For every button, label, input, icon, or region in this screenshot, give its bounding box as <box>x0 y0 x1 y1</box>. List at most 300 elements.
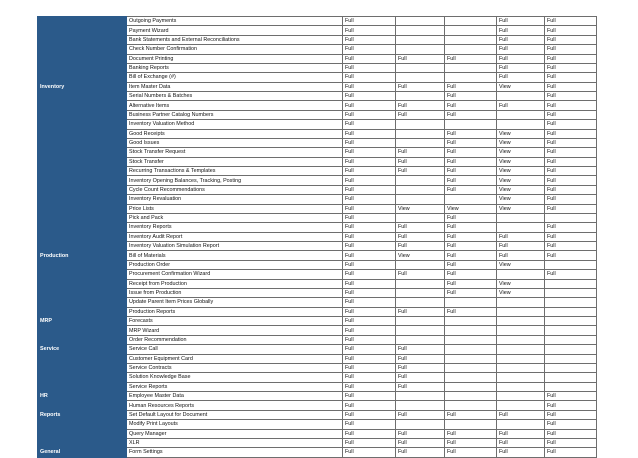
permission-cell <box>396 288 445 297</box>
permission-cell: Full <box>445 260 497 269</box>
permission-cell: Full <box>545 242 597 251</box>
feature-cell: Document Printing <box>127 54 343 63</box>
permission-cell: Full <box>545 185 597 194</box>
permission-cell: Full <box>445 232 497 241</box>
feature-cell: Query Manager <box>127 429 343 438</box>
permission-cell <box>497 363 545 372</box>
permission-cell: Full <box>396 110 445 119</box>
module-cell <box>38 101 127 110</box>
table-row <box>38 401 597 410</box>
module-cell: General <box>38 448 127 457</box>
permission-cell <box>545 317 597 326</box>
module-cell <box>38 354 127 363</box>
permission-cell: Full <box>396 101 445 110</box>
permission-cell: Full <box>343 345 396 354</box>
permission-cell: Full <box>396 382 445 391</box>
permission-cell <box>545 373 597 382</box>
permission-cell: Full <box>545 45 597 54</box>
permission-cell: Full <box>343 232 396 241</box>
permission-cell: Full <box>396 242 445 251</box>
permission-cell <box>497 317 545 326</box>
permission-cell: Full <box>545 410 597 419</box>
permission-cell: Full <box>445 429 497 438</box>
permission-cell: Full <box>497 410 545 419</box>
module-cell <box>38 363 127 372</box>
permission-cell: Full <box>545 138 597 147</box>
permission-cell <box>396 335 445 344</box>
permission-cell: Full <box>343 92 396 101</box>
permission-cell: Full <box>545 176 597 185</box>
feature-cell: Inventory Valuation Simulation Report <box>127 242 343 251</box>
permission-cell: Full <box>545 223 597 232</box>
permission-cell: Full <box>545 251 597 260</box>
feature-cell: Employee Master Data <box>127 392 343 401</box>
permission-cell: Full <box>497 232 545 241</box>
feature-cell: Inventory Valuation Method <box>127 120 343 129</box>
permission-cell <box>445 382 497 391</box>
permission-cell: View <box>497 129 545 138</box>
permission-cell <box>396 35 445 44</box>
permission-cell: Full <box>396 354 445 363</box>
feature-cell: Payment Wizard <box>127 26 343 35</box>
module-cell <box>38 45 127 54</box>
module-cell: Production <box>38 251 127 260</box>
permission-cell <box>396 317 445 326</box>
feature-cell: Set Default Layout for Document <box>127 410 343 419</box>
permission-cell <box>497 382 545 391</box>
permission-cell <box>445 35 497 44</box>
permission-cell: Full <box>396 345 445 354</box>
permission-cell: View <box>497 148 545 157</box>
module-cell <box>38 420 127 429</box>
permission-cell <box>445 63 497 72</box>
permission-cell <box>545 260 597 269</box>
table-row <box>38 185 597 194</box>
permission-cell: Full <box>343 185 396 194</box>
permission-cell: Full <box>343 420 396 429</box>
module-cell <box>38 176 127 185</box>
permission-cell: Full <box>343 288 396 297</box>
permission-cell: Full <box>396 223 445 232</box>
feature-cell: Forecasts <box>127 317 343 326</box>
table-row <box>38 363 597 372</box>
permission-cell <box>396 92 445 101</box>
table-row <box>38 232 597 241</box>
permission-cell <box>396 120 445 129</box>
permission-cell: Full <box>343 167 396 176</box>
feature-cell: Recurring Transactions & Templates <box>127 167 343 176</box>
table-row <box>38 354 597 363</box>
permission-cell: Full <box>343 326 396 335</box>
permission-cell <box>445 195 497 204</box>
permission-cell: Full <box>445 251 497 260</box>
permission-cell <box>545 213 597 222</box>
permission-cell: Full <box>497 448 545 457</box>
permission-cell <box>545 279 597 288</box>
table-row <box>38 157 597 166</box>
feature-cell: Bank Statements and External Reconciliations <box>127 35 343 44</box>
permission-cell: Full <box>445 213 497 222</box>
permission-cell: Full <box>343 392 396 401</box>
table-row <box>38 17 597 26</box>
table-row <box>38 382 597 391</box>
permission-cell: Full <box>343 54 396 63</box>
permission-cell <box>396 73 445 82</box>
permission-cell: Full <box>396 373 445 382</box>
permission-cell <box>497 401 545 410</box>
permission-cell <box>445 120 497 129</box>
table-row <box>38 138 597 147</box>
permission-cell: Full <box>343 101 396 110</box>
permission-cell <box>396 420 445 429</box>
permission-cell: View <box>497 138 545 147</box>
permission-cell: View <box>445 204 497 213</box>
permission-cell: Full <box>497 63 545 72</box>
permission-cell: Full <box>396 429 445 438</box>
permission-cell: Full <box>497 17 545 26</box>
permission-cell: Full <box>497 73 545 82</box>
permission-cell: Full <box>343 242 396 251</box>
permission-cell: Full <box>343 270 396 279</box>
permission-cell: Full <box>343 138 396 147</box>
module-cell <box>38 288 127 297</box>
feature-cell: Good Receipts <box>127 129 343 138</box>
permission-cell: Full <box>343 401 396 410</box>
feature-cell: Form Settings <box>127 448 343 457</box>
permission-cell: Full <box>545 110 597 119</box>
permission-cell <box>445 326 497 335</box>
feature-cell: Outgoing Payments <box>127 17 343 26</box>
feature-cell: Inventory Opening Balances, Tracking, Posting <box>127 176 343 185</box>
permission-cell: Full <box>343 307 396 316</box>
permission-cell <box>396 401 445 410</box>
permission-cell: Full <box>343 410 396 419</box>
permission-cell: Full <box>343 448 396 457</box>
module-cell <box>38 401 127 410</box>
permission-cell: Full <box>343 204 396 213</box>
permission-cell <box>545 354 597 363</box>
permission-cell: Full <box>445 92 497 101</box>
module-cell <box>38 92 127 101</box>
feature-cell: Update Parent Item Prices Globally <box>127 298 343 307</box>
table-row <box>38 251 597 260</box>
permission-cell: Full <box>396 232 445 241</box>
permission-cell <box>497 213 545 222</box>
permission-cell <box>396 63 445 72</box>
permission-cell <box>396 185 445 194</box>
table-row <box>38 54 597 63</box>
permission-cell <box>545 307 597 316</box>
permission-cell: Full <box>343 429 396 438</box>
permission-cell <box>497 326 545 335</box>
permission-cell: Full <box>545 167 597 176</box>
permission-cell <box>545 363 597 372</box>
module-cell <box>38 298 127 307</box>
permission-cell: Full <box>343 45 396 54</box>
permission-cell: Full <box>396 448 445 457</box>
module-cell <box>38 195 127 204</box>
feature-cell: Human Resources Reports <box>127 401 343 410</box>
permission-cell <box>497 354 545 363</box>
permission-cell <box>396 213 445 222</box>
permission-cell <box>545 345 597 354</box>
module-cell <box>38 157 127 166</box>
permission-cell: Full <box>545 92 597 101</box>
permission-cell: Full <box>445 307 497 316</box>
permission-cell <box>445 363 497 372</box>
module-cell <box>38 17 127 26</box>
module-cell <box>38 129 127 138</box>
permission-cell: Full <box>545 73 597 82</box>
module-cell <box>38 429 127 438</box>
permission-cell: Full <box>343 317 396 326</box>
permission-cell: View <box>497 176 545 185</box>
permission-cell: Full <box>343 110 396 119</box>
feature-cell: Business Partner Catalog Numbers <box>127 110 343 119</box>
permission-cell: Full <box>445 288 497 297</box>
permission-cell: Full <box>343 223 396 232</box>
table-row <box>38 129 597 138</box>
permission-cell: Full <box>343 279 396 288</box>
feature-cell: Receipt from Production <box>127 279 343 288</box>
permission-cell: Full <box>343 260 396 269</box>
table-row <box>38 73 597 82</box>
feature-cell: XLR <box>127 438 343 447</box>
permission-cell <box>445 17 497 26</box>
permission-cell <box>445 392 497 401</box>
permission-cell: Full <box>497 251 545 260</box>
feature-cell: Production Reports <box>127 307 343 316</box>
permission-cell <box>545 288 597 297</box>
feature-cell: Stock Transfer Request <box>127 148 343 157</box>
module-cell <box>38 270 127 279</box>
permission-cell: Full <box>545 157 597 166</box>
permission-cell: Full <box>497 429 545 438</box>
permission-cell <box>396 129 445 138</box>
permission-cell <box>396 260 445 269</box>
module-cell <box>38 307 127 316</box>
permission-cell <box>445 420 497 429</box>
table-row <box>38 167 597 176</box>
permission-cell <box>497 298 545 307</box>
feature-cell: Check Number Confirmation <box>127 45 343 54</box>
permission-cell <box>497 223 545 232</box>
table-row <box>38 176 597 185</box>
permission-cell: Full <box>445 438 497 447</box>
feature-cell: Production Order <box>127 260 343 269</box>
feature-cell: Procurement Confirmation Wizard <box>127 270 343 279</box>
permission-cell: Full <box>445 101 497 110</box>
permission-cell: Full <box>445 82 497 91</box>
module-cell <box>38 63 127 72</box>
permission-cell <box>445 335 497 344</box>
permission-cell: Full <box>343 82 396 91</box>
permission-cell: Full <box>396 438 445 447</box>
module-cell <box>38 204 127 213</box>
module-cell <box>38 232 127 241</box>
permission-cell: Full <box>545 195 597 204</box>
module-cell <box>38 54 127 63</box>
table-row <box>38 35 597 44</box>
permission-cell: Full <box>396 148 445 157</box>
permission-cell: Full <box>396 363 445 372</box>
feature-cell: Modify Print Layouts <box>127 420 343 429</box>
permission-cell <box>497 345 545 354</box>
table-row <box>38 288 597 297</box>
feature-cell: Price Lists <box>127 204 343 213</box>
feature-cell: Issue from Production <box>127 288 343 297</box>
permission-cell: Full <box>497 54 545 63</box>
feature-cell: Good Issues <box>127 138 343 147</box>
permission-cell: Full <box>545 26 597 35</box>
permission-cell: Full <box>497 45 545 54</box>
permission-cell: Full <box>545 270 597 279</box>
permission-cell: Full <box>396 410 445 419</box>
feature-cell: Alternative Items <box>127 101 343 110</box>
permission-cell <box>545 326 597 335</box>
permission-cell: Full <box>445 157 497 166</box>
permission-cell <box>396 298 445 307</box>
permission-cell: Full <box>545 448 597 457</box>
permission-cell: Full <box>445 176 497 185</box>
permission-cell <box>445 345 497 354</box>
module-cell <box>38 148 127 157</box>
module-cell <box>38 326 127 335</box>
table-row <box>38 298 597 307</box>
permission-cell: Full <box>343 120 396 129</box>
feature-cell: Order Recommendation <box>127 335 343 344</box>
permission-cell: Full <box>396 307 445 316</box>
module-cell: Reports <box>38 410 127 419</box>
permission-cell: Full <box>445 279 497 288</box>
table-row <box>38 120 597 129</box>
permission-cell: Full <box>445 242 497 251</box>
permission-cell <box>445 354 497 363</box>
permission-cell: Full <box>343 17 396 26</box>
table-row <box>38 260 597 269</box>
table-row <box>38 195 597 204</box>
permission-cell: Full <box>445 223 497 232</box>
table-row <box>38 270 597 279</box>
permission-cell: Full <box>545 429 597 438</box>
permission-cell: View <box>497 157 545 166</box>
module-cell <box>38 110 127 119</box>
table-row <box>38 204 597 213</box>
table-row <box>38 63 597 72</box>
table-row <box>38 242 597 251</box>
permission-cell: Full <box>545 82 597 91</box>
permission-cell <box>396 138 445 147</box>
permission-cell: Full <box>445 270 497 279</box>
permission-cell: Full <box>545 438 597 447</box>
feature-cell: Item Master Data <box>127 82 343 91</box>
module-cell <box>38 213 127 222</box>
permission-cell: View <box>497 185 545 194</box>
permission-cell: Full <box>343 335 396 344</box>
permission-cell: Full <box>343 157 396 166</box>
permission-cell: View <box>497 279 545 288</box>
permission-cell <box>396 279 445 288</box>
permission-cell: Full <box>343 73 396 82</box>
permission-cell: Full <box>445 129 497 138</box>
permission-cell <box>497 373 545 382</box>
feature-cell: MRP Wizard <box>127 326 343 335</box>
module-cell <box>38 120 127 129</box>
table-row <box>38 410 597 419</box>
permission-cell <box>396 392 445 401</box>
permission-cell: Full <box>497 26 545 35</box>
permission-cell: Full <box>343 298 396 307</box>
permission-cell <box>396 176 445 185</box>
permission-cell: View <box>396 204 445 213</box>
permission-cell <box>497 307 545 316</box>
table-row <box>38 392 597 401</box>
module-cell <box>38 242 127 251</box>
table-row <box>38 448 597 457</box>
table-row <box>38 429 597 438</box>
permission-cell: Full <box>396 270 445 279</box>
permission-cell <box>497 270 545 279</box>
module-cell <box>38 382 127 391</box>
module-cell: HR <box>38 392 127 401</box>
table-row <box>38 45 597 54</box>
permission-cell: Full <box>545 401 597 410</box>
table-row <box>38 438 597 447</box>
permission-cell: Full <box>343 354 396 363</box>
feature-cell: Inventory Reports <box>127 223 343 232</box>
module-cell <box>38 335 127 344</box>
table-row <box>38 335 597 344</box>
module-cell: MRP <box>38 317 127 326</box>
permission-cell <box>497 420 545 429</box>
permission-cell <box>445 45 497 54</box>
permission-cell <box>396 326 445 335</box>
permission-cell: Full <box>343 363 396 372</box>
permission-cell: Full <box>396 167 445 176</box>
permission-cell: Full <box>545 120 597 129</box>
permission-cell: Full <box>445 54 497 63</box>
permission-cell: Full <box>545 35 597 44</box>
permission-cell <box>445 373 497 382</box>
permission-cell <box>445 317 497 326</box>
permission-cell: Full <box>545 392 597 401</box>
feature-cell: Bill of Materials <box>127 251 343 260</box>
permission-cell <box>396 45 445 54</box>
permission-cell <box>445 26 497 35</box>
module-cell <box>38 223 127 232</box>
module-cell <box>38 26 127 35</box>
permission-cell: View <box>497 82 545 91</box>
permission-cell: View <box>497 288 545 297</box>
permission-cell <box>497 92 545 101</box>
permission-cell: Full <box>545 232 597 241</box>
table-row <box>38 148 597 157</box>
permission-cell <box>396 195 445 204</box>
permission-cell <box>445 73 497 82</box>
table-row <box>38 82 597 91</box>
permission-cell: Full <box>343 63 396 72</box>
feature-cell: Pick and Pack <box>127 213 343 222</box>
permission-cell: View <box>396 251 445 260</box>
table-row <box>38 110 597 119</box>
permission-cell: Full <box>445 448 497 457</box>
table-row <box>38 307 597 316</box>
table-row <box>38 92 597 101</box>
feature-cell: Service Reports <box>127 382 343 391</box>
permission-cell: View <box>497 167 545 176</box>
feature-cell: Bill of Exchange (#) <box>127 73 343 82</box>
permission-cell: Full <box>445 410 497 419</box>
